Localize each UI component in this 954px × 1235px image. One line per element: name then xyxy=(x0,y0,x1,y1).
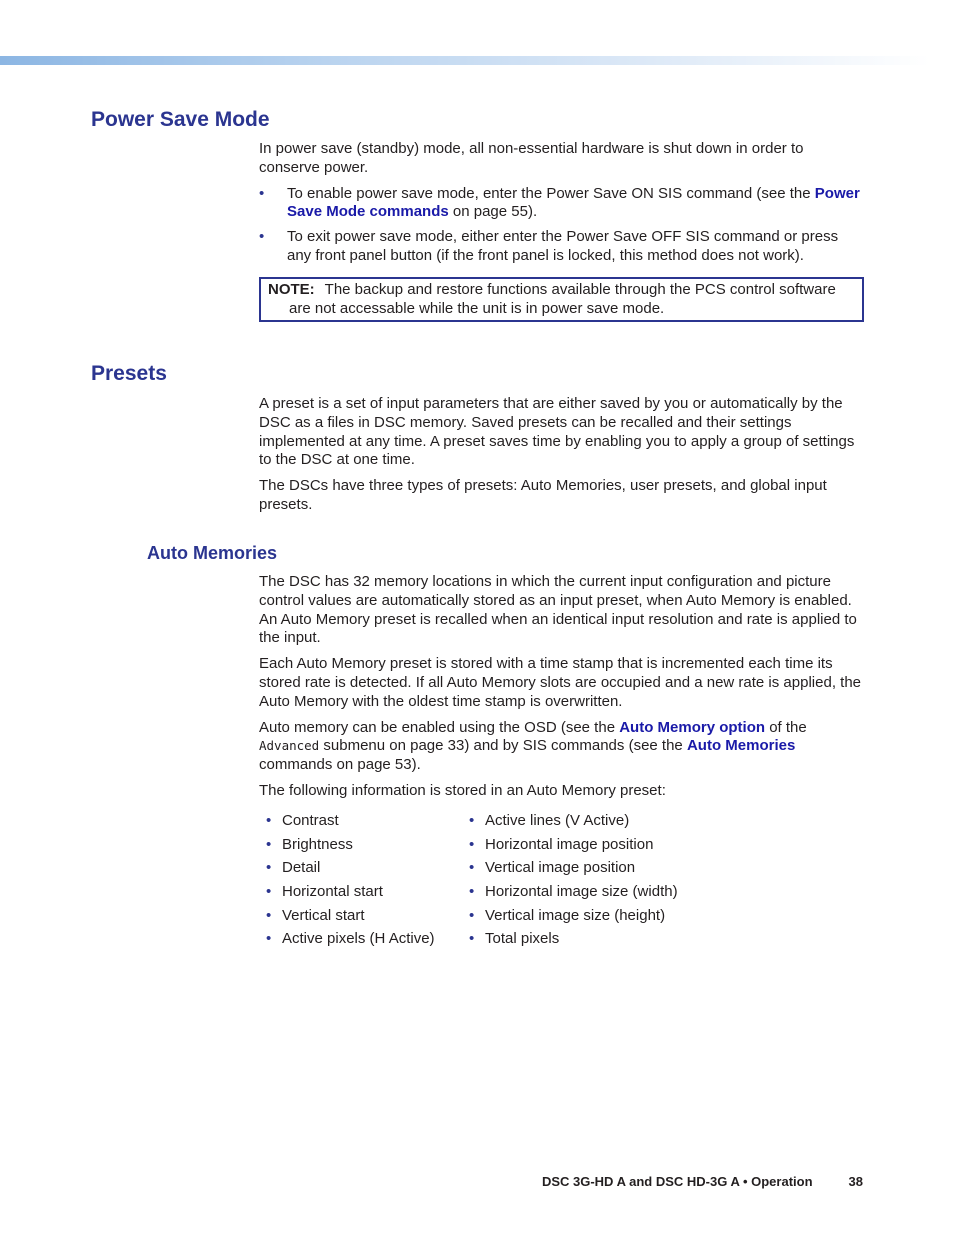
power-save-mode-commands-link[interactable]: Power Save Mode commands xyxy=(287,184,860,221)
presets-para2: The DSCs have three types of presets: Auto Memories, user presets, and global input presets. xyxy=(259,477,827,513)
note-text-line2: are not accessable while the unit is in power save mode. xyxy=(289,299,665,317)
power-save-intro: In power save (standby) mode, all non-essential hardware is shut down in order to conserve power. xyxy=(259,140,804,176)
list-item: • Total pixels xyxy=(469,930,678,954)
power-save-bullets xyxy=(259,185,865,266)
list-item: • Vertical start xyxy=(266,907,469,931)
presets-body xyxy=(259,395,865,522)
auto-memories-commands-link[interactable]: Auto Memories xyxy=(686,737,796,755)
note-first-line xyxy=(268,281,850,300)
footer-doc-title: DSC 3G-HD A and DSC HD-3G A • Operation xyxy=(541,1174,813,1189)
heading-presets: Presets xyxy=(91,362,167,385)
info-list-left-column xyxy=(266,812,469,954)
list-item: • Active lines (V Active) xyxy=(469,812,678,836)
auto-memories-para1: The DSC has 32 memory locations in which the current input configuration and picture control values are automatically stored as an input preset, when Auto Memory is enabled. An Auto Memory preset is recalled when an identical input resolution and rate is applied to the input. xyxy=(259,573,857,647)
power-save-body xyxy=(259,140,865,272)
auto-memory-info-list xyxy=(266,812,678,954)
heading-auto-memories: Auto Memories xyxy=(147,543,278,563)
para3-text-d: commands on page 53). xyxy=(259,756,421,774)
list-item: • Detail xyxy=(266,859,469,883)
note-text-line1: The backup and restore functions available through the PCS control software xyxy=(324,281,836,298)
presets-para1: A preset is a set of input parameters that are either saved by you or automatically by the DSC as a files in DSC memory. Saved presets can be recalled and their settings implemented at any time. A preset saves time by enabling you to apply a group of settings to the DSC at one time. xyxy=(259,395,855,469)
auto-memories-para4: The following information is stored in an Auto Memory preset: xyxy=(259,781,666,799)
list-item: • To exit power save mode, either enter the Power Save OFF SIS command or press any front panel button (if the front panel is locked, this method does not work). xyxy=(259,228,865,266)
auto-memories-body xyxy=(259,573,865,808)
list-item: • Active pixels (H Active) xyxy=(266,930,469,954)
para3-text-c: submenu on page 33) and by SIS commands (see the xyxy=(319,737,687,755)
list-item xyxy=(259,185,865,223)
header-gradient-bar xyxy=(0,56,930,65)
list-item: • Vertical image position xyxy=(469,859,678,883)
auto-memory-option-link[interactable]: Auto Memory option xyxy=(619,718,766,736)
list-item: • Contrast xyxy=(266,812,469,836)
bullet1-text-post: on page 55). xyxy=(448,203,538,221)
page-number: 38 xyxy=(848,1174,863,1189)
note-box xyxy=(259,277,864,322)
heading-power-save-mode: Power Save Mode xyxy=(91,108,270,131)
list-item: • Horizontal image position xyxy=(469,836,678,860)
auto-memories-para2: Each Auto Memory preset is stored with a time stamp that is incremented each time its stored rate is detected. If all Auto Memory slots are occupied and a new rate is applied, the Auto Memory with the oldest time stamp is overwritten. xyxy=(259,655,861,710)
list-item: • Horizontal start xyxy=(266,883,469,907)
para3-text-b: of the xyxy=(765,718,807,736)
list-item: • Brightness xyxy=(266,836,469,860)
advanced-menu-name: Advanced xyxy=(259,738,320,754)
auto-memories-para3 xyxy=(259,719,865,775)
list-item: • Horizontal image size (width) xyxy=(469,883,678,907)
list-item: • Vertical image size (height) xyxy=(469,907,678,931)
bullet1-text-pre: To enable power save mode, enter the Power Save ON SIS command (see the xyxy=(287,184,815,202)
info-list-right-column xyxy=(469,812,678,954)
page-footer xyxy=(542,1174,863,1189)
note-label: NOTE: xyxy=(268,281,315,298)
para3-text-a: Auto memory can be enabled using the OSD (see the xyxy=(259,718,620,736)
